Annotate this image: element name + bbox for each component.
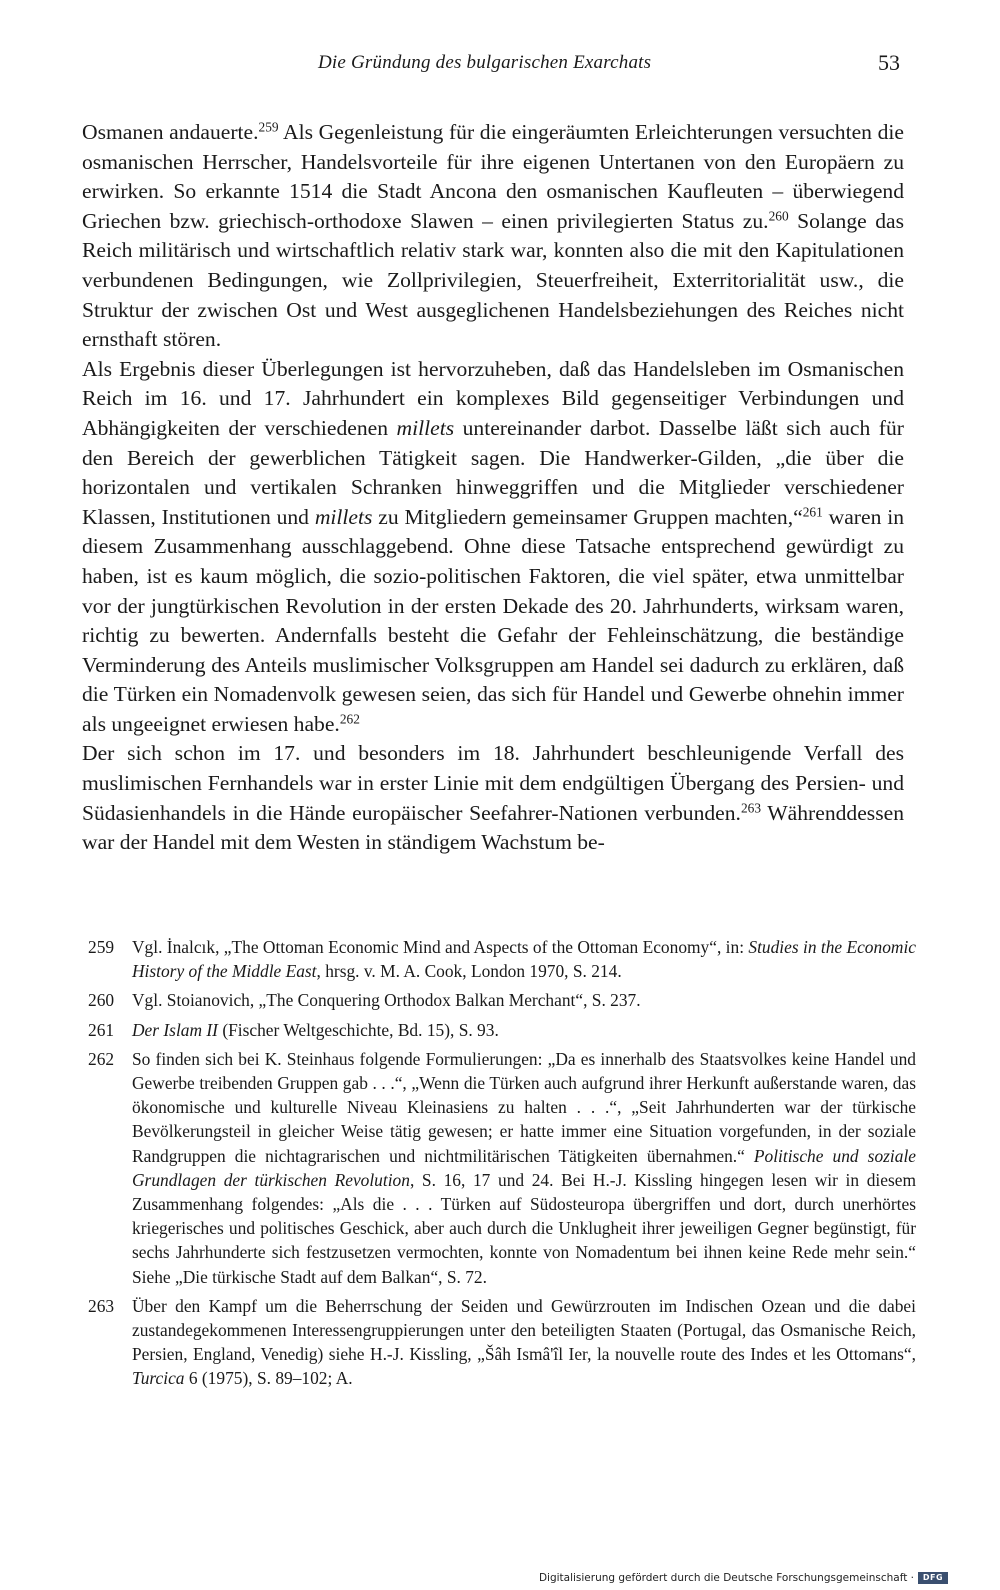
- footnote-text: Über den Kampf um die Beherrschung der Seiden und Gewürzrouten im Indischen Ozean und die dabei zustandegekommenen Interessengruppierungen unter den beteiligten Staaten (Portugal, das Osmanische Reich, Persien, England, Venedig) siehe H.-J. Kissling, „Šâh Ismâ'îl Ier, la nouvelle route des Indes et les Ottomans“,: [132, 1295, 916, 1365]
- text-run: zu Mitgliedern gemeinsamer Gruppen machten,“: [372, 504, 803, 529]
- footnote-italic: Studies in the Economic History of the Middle East: [132, 937, 917, 982]
- footnote-ref: 260: [768, 208, 789, 224]
- text-run: waren in diesem Zusammenhang ausschlaggebend. Ohne diese Tatsache entsprechend gewürdigt zu haben, ist es kaum möglich, die sozio-politischen Faktoren, die viel später, etwa unmittelbar vor der jungtürkischen Revolution in der ersten Dekade des 20. Jahrhunderts, wirksam waren, richtig zu bewerten. Andernfalls besteht die Gefahr der Fehleinschätzung, die beständige Verminderung des Anteils muslimischer Volksgruppen am Handel sei dadurch zu erklären, daß die Türken ein Nomadenvolk gewesen seien, das sich für Handel und Gewerbe ohnehin immer als ungeeignet erwiesen habe.: [82, 504, 904, 736]
- footnote: [88, 1294, 916, 1391]
- footnote: [88, 935, 916, 983]
- footnote: [88, 1018, 916, 1042]
- footnote: [88, 988, 916, 1012]
- text-run: Als Gegenleistung für die eingeräumten Erleichterungen versuchten die osmanischen Herrscher, Handelsvorteile für ihre eigenen Untertanen von den Europäern zu erwirken. So erkannte 1514 die Stadt Ancona den osmanischen Kaufleuten – überwiegend Griechen bzw. griechisch-orthodoxe Slawen – einen privilegierten Status zu.: [82, 120, 904, 233]
- footnote-text: (Fischer Weltgeschichte, Bd. 15), S. 93.: [217, 1019, 499, 1040]
- running-title: Die Gründung des bulgarischen Exarchats: [318, 52, 652, 73]
- footnote-text: So finden sich bei K. Steinhaus folgende Formulierungen: „Da es innerhalb des Staatsvolkes keine Handel und Gewerbe treibenden Gruppen gab . . .“, „Wenn die Türken auch aufgrund ihrer Herkunft außerstande waren, das ökonomische und kulturelle Niveau Kleinasiens zu halten . . .“, „Seit Jahrhunderten war der türkische Bevölkerungsteil in gleicher Weise tätig gewesen; er hatte immer eine Situation vorgefunden, in der soziale Randgruppen die nichtagrarischen und nichtmilitärischen Tätigkeiten übernahmen.“: [132, 1048, 916, 1166]
- footnote-text: 6 (1975), S. 89–102; A.: [184, 1368, 353, 1389]
- paragraph: [82, 118, 904, 355]
- text-run: Als Ergebnis dieser Überlegungen ist hervorzuheben, daß das Handelsleben im Osmanischen Reich im 16. und 17. Jahrhundert ein komplexes Bild gegenseitiger Verbindungen und Abhängigkeiten der verschiedenen: [82, 356, 904, 440]
- footnote-number: 259: [88, 937, 115, 957]
- footnotes: [88, 935, 916, 1396]
- footnote-italic: Der Islam II: [132, 1019, 218, 1040]
- text-run: Währenddessen war der Handel mit dem Westen in ständigem Wachstum be-: [82, 800, 904, 855]
- footnote-ref: 262: [339, 711, 360, 727]
- footnote-italic: Politische und soziale Grundlagen der türkischen Revolution: [132, 1145, 916, 1190]
- footnote-text: Vgl. İnalcık, „The Ottoman Economic Mind and Aspects of the Ottoman Economy“, in:: [132, 937, 749, 957]
- footnote-ref: 263: [740, 800, 762, 816]
- italic-term: millets: [314, 504, 373, 529]
- footnote: [88, 1047, 916, 1289]
- page-number: 53: [878, 50, 900, 75]
- footnote-ref: 261: [802, 504, 823, 520]
- main-text: [82, 118, 904, 858]
- footnote-ref: 259: [258, 119, 279, 135]
- text-run: Der sich schon im 17. und besonders im 18. Jahrhundert beschleunigende Verfall des muslimischen Fernhandels war in erster Linie mit dem endgültigen Übergang des Persien- und Südasienhandels in die Hände europäischer Seefahrer-Nationen verbunden.: [82, 741, 904, 825]
- digitization-credit: [539, 1572, 948, 1584]
- credit-text: Digitalisierung gefördert durch die Deutsche Forschungsgemeinschaft ·: [538, 1572, 914, 1584]
- text-run: untereinander darbot. Dasselbe läßt sich auch für den Bereich der gewerblichen Tätigkeit sagen. Die Handwerker-Gilden, „die über die horizontalen und vertikalen Schranken hinweggriffen und die Mitglieder verschiedener Klassen, Institutionen und: [82, 415, 904, 529]
- footnote-italic: Turcica: [132, 1368, 185, 1389]
- footnote-number: 262: [88, 1048, 115, 1069]
- footnote-text: Vgl. Stoianovich, „The Conquering Orthodox Balkan Merchant“, S. 237.: [132, 990, 641, 1011]
- footnote-number: 263: [88, 1295, 115, 1316]
- italic-term: millets: [396, 415, 455, 440]
- footnote-text: , S. 16, 17 und 24. Bei H.-J. Kissling hingegen lesen wir in diesem Zusammenhang folgendes: „Als die . . . Türken auf Südosteuropa übergriffen und dort, durch unerhörtes kriegerisches und politisches Geschick, aber auch durch die Unklugheit ihrer jeweiligen Gegner begünstigt, für sechs Jahrhunderte sich festzusetzen vermochten, konnte von Nomadentum bei ihnen keine Rede mehr sein.“ Siehe „Die türkische Stadt auf dem Balkan“, S. 72.: [132, 1169, 916, 1287]
- paragraph: [82, 355, 904, 740]
- footnote-number: 260: [88, 990, 115, 1011]
- footnote-text: , hrsg. v. M. A. Cook, London 1970, S. 214.: [316, 961, 622, 982]
- text-run: Osmanen andauerte.: [82, 120, 259, 144]
- running-header: [0, 50, 1000, 80]
- footnote-number: 261: [88, 1019, 115, 1040]
- text-run: Solange das Reich militärisch und wirtschaftlich relativ stark war, konnten also die mit den Kapitulationen verbundenen Bedingungen, wie Zollprivilegien, Steuerfreiheit, Exterritorialität usw., die Struktur der zwischen Ost und West ausgeglichenen Handelsbeziehungen des Reiches nicht ernsthaft stören.: [82, 208, 905, 352]
- dfg-logo-icon: DFG: [918, 1572, 948, 1584]
- paragraph: [82, 739, 904, 857]
